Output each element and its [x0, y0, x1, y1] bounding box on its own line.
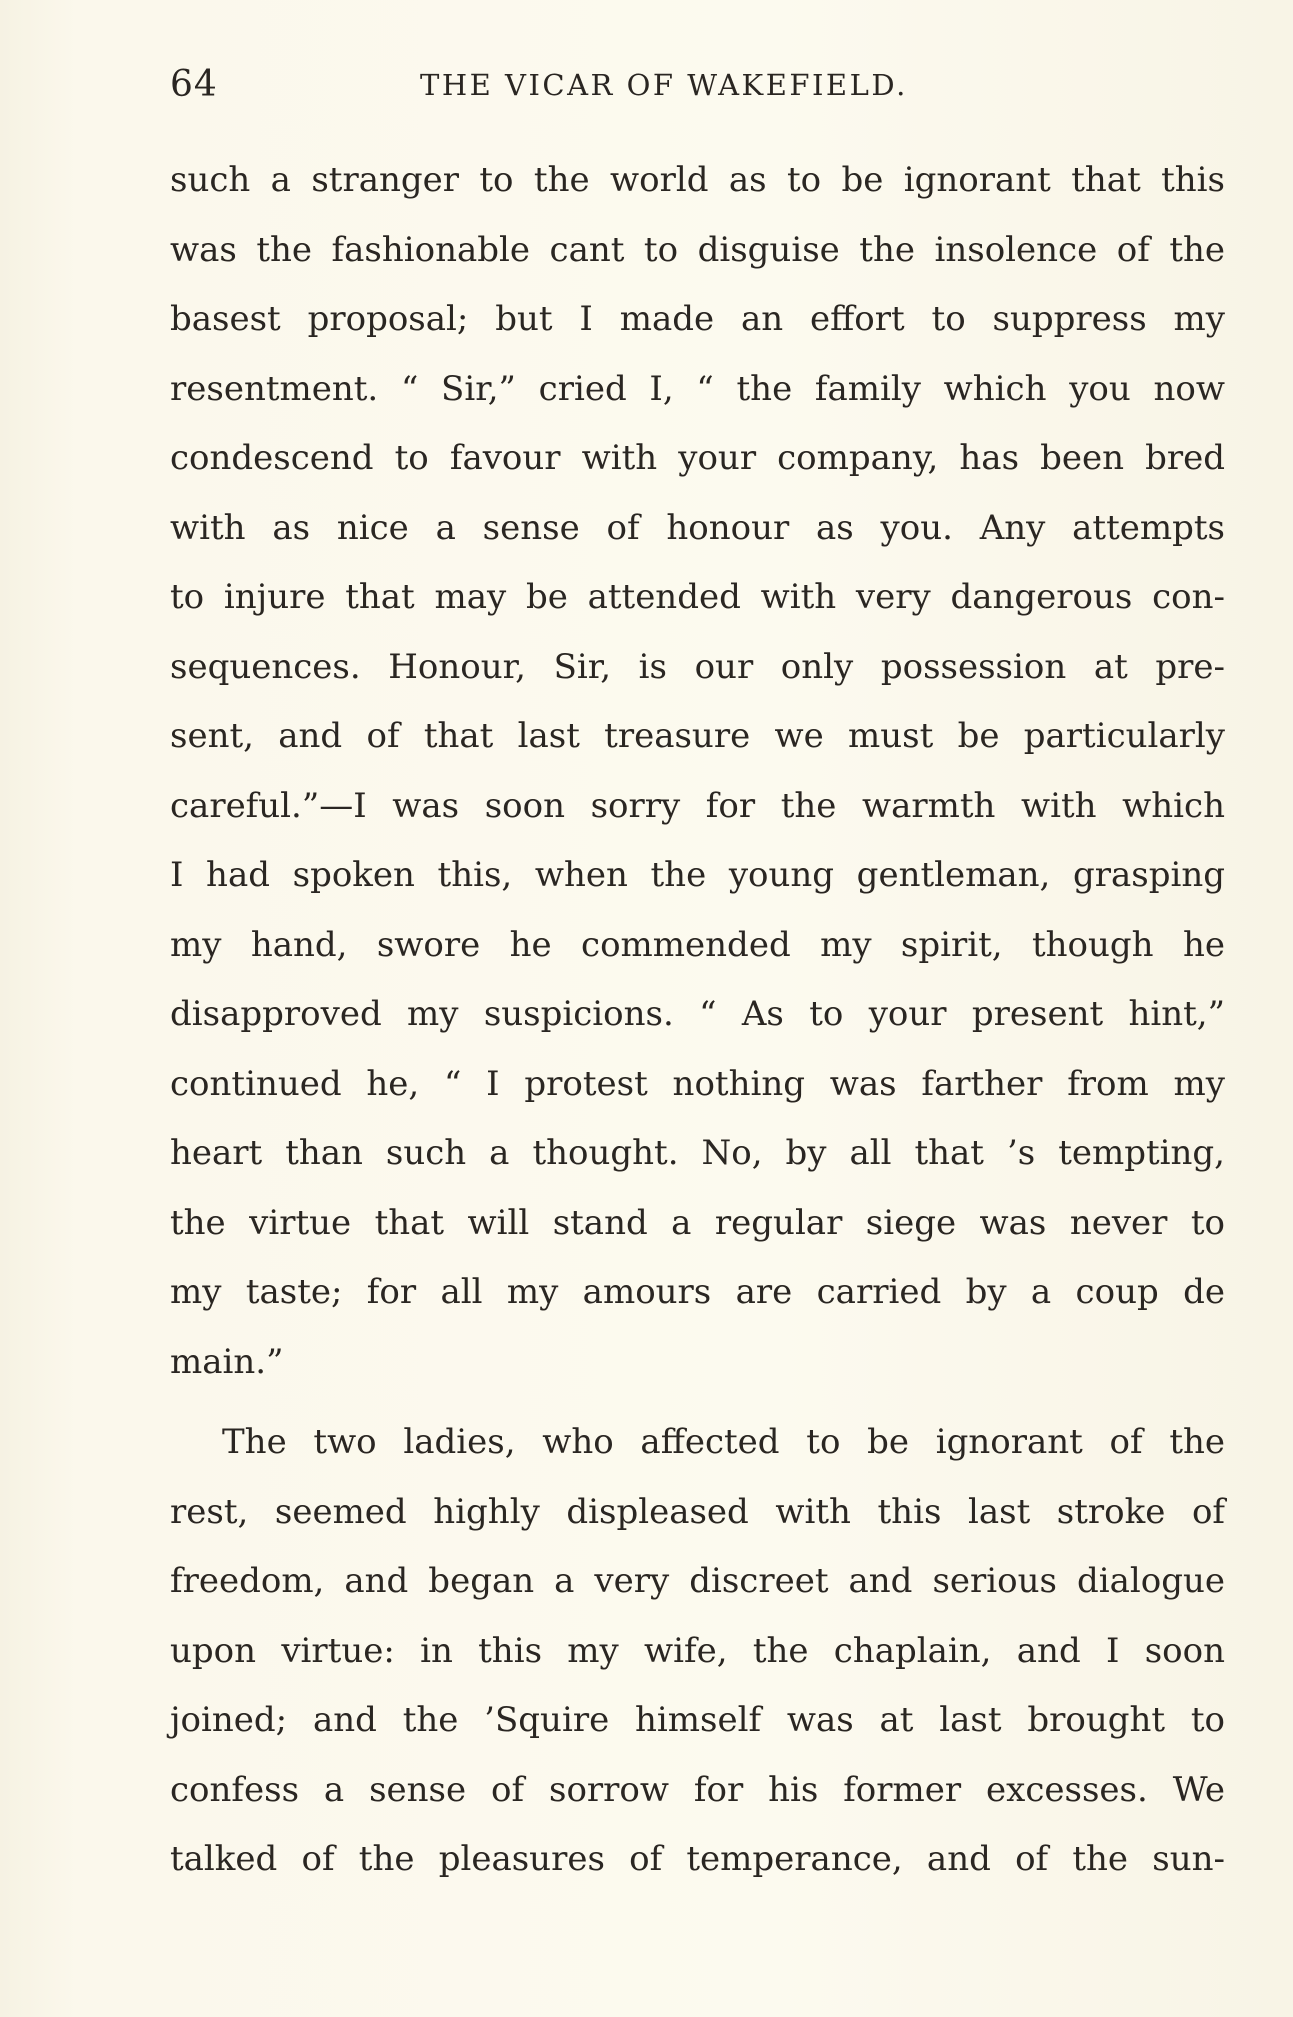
paragraph-1 [170, 146, 1225, 1397]
text-line: rest, seemed highly displeased with this last stroke of [170, 1491, 1225, 1532]
text-line: my hand, swore he commended my spirit, though he [170, 924, 1225, 965]
text-line: with as nice a sense of honour as you. Any attempts [170, 507, 1225, 548]
text-line: condescend to favour with your company, has been bred [170, 438, 1225, 478]
book-title: THE VICAR OF WAKEFIELD. [420, 68, 908, 102]
text-line: to injure that may be attended with very dangerous con- [170, 577, 1225, 617]
text-line: disapproved my suspicions. “ As to your present hint,” [170, 994, 1225, 1034]
text-line: main.” [170, 1341, 284, 1382]
text-line: I had spoken this, when the young gentleman, grasping [170, 855, 1225, 895]
text-line: basest proposal; but I made an effort to suppress my [170, 299, 1225, 339]
text-line: upon virtue: in this my wife, the chaplain, and I soon [170, 1630, 1225, 1671]
text-line: confess a sense of sorrow for his former excesses. We [170, 1769, 1225, 1810]
text-line: careful.”—I was soon sorry for the warmth with which [170, 785, 1225, 826]
text-line: heart than such a thought. No, by all that ’s tempting, [170, 1133, 1225, 1173]
text-line: sequences. Honour, Sir, is our only possession at pre- [170, 646, 1225, 687]
text-line: the virtue that will stand a regular siege was never to [170, 1202, 1225, 1243]
running-head [170, 64, 1225, 114]
text-line: talked of the pleasures of temperance, and of the sun- [170, 1839, 1225, 1879]
text-line: sent, and of that last treasure we must be particularly [170, 716, 1225, 756]
text-line: such a stranger to the world as to be ignorant that this [170, 160, 1225, 200]
text-line: freedom, and began a very discreet and serious dialogue [170, 1561, 1225, 1601]
text-line: was the fashionable cant to disguise the insolence of the [170, 229, 1225, 270]
text-line: my taste; for all my amours are carried by a coup de [170, 1272, 1225, 1312]
text-line: joined; and the ’Squire himself was at last brought to [170, 1700, 1225, 1740]
paragraph-gap [170, 1397, 1225, 1408]
paragraph-2 [170, 1408, 1225, 1895]
text-line: resentment. “ Sir,” cried I, “ the family which you now [170, 368, 1225, 409]
text-line: The two ladies, who affected to be ignorant of the [222, 1422, 1225, 1462]
text-line: continued he, “ I protest nothing was farther from my [170, 1063, 1225, 1104]
body-text [170, 146, 1225, 1895]
page-number: 64 [170, 64, 218, 105]
